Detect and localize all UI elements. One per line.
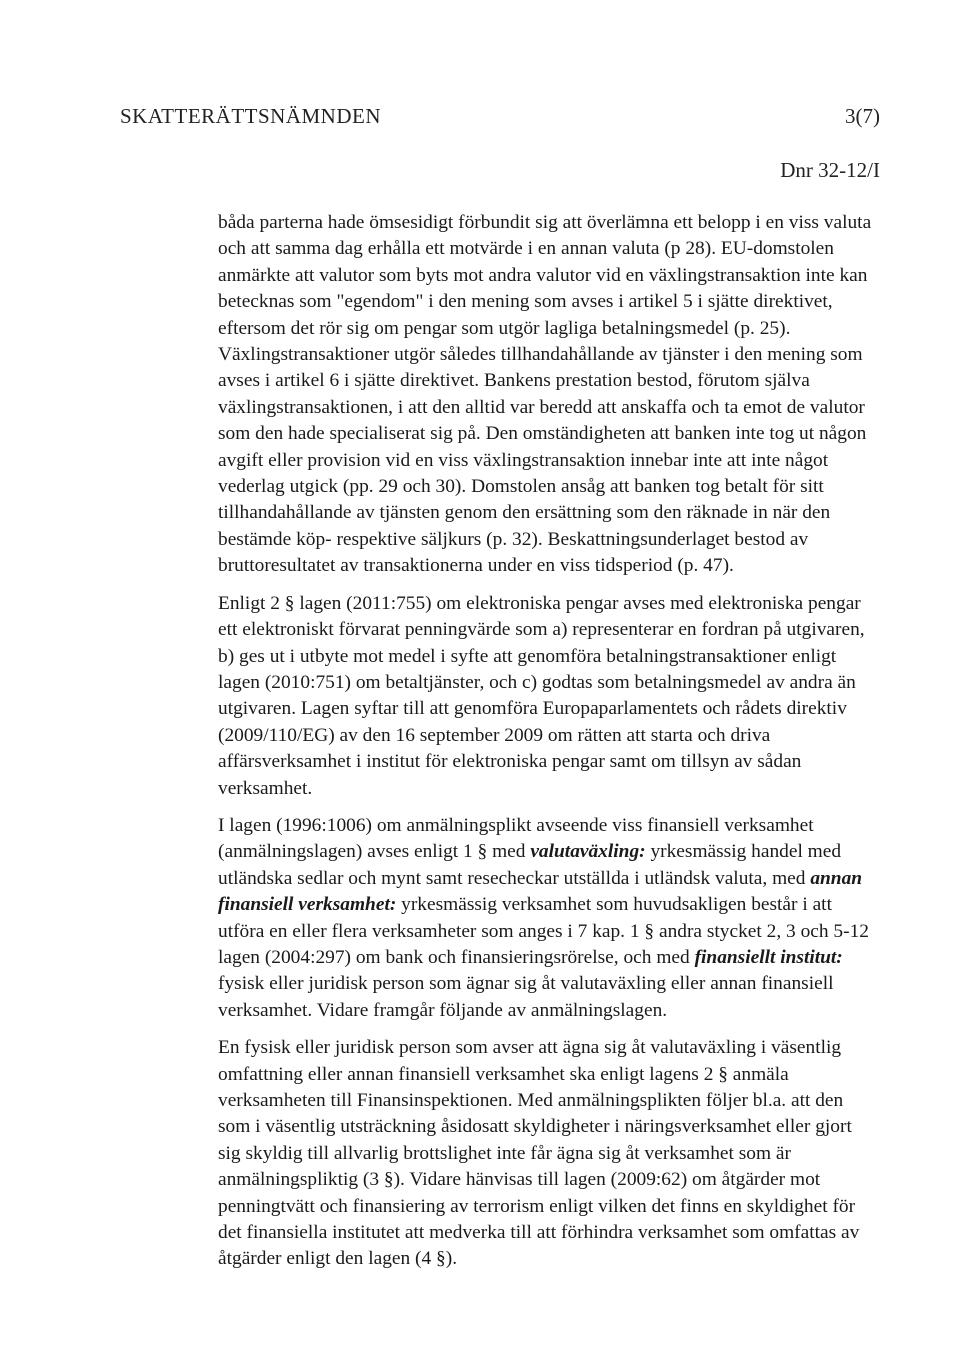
paragraph-text: yrkesmässig handel med utländska sedlar och mynt samt resecheckar utställda i utländsk valuta, med <box>218 841 842 889</box>
defined-term: finansiellt institut: <box>694 946 843 968</box>
paragraph-text: fysisk eller juridisk person som ägnar sig åt valutaväxling eller annan finansiell verksamhet. Vidare framgår följande av anmälningslagen. <box>218 973 834 1021</box>
paragraph-1 <box>218 210 878 580</box>
case-number: Dnr 32-12/I <box>780 158 880 182</box>
defined-term: valutaväxling: <box>530 841 646 863</box>
page-number: 3(7) <box>845 104 880 128</box>
paragraph-text: I lagen (1996:1006) om anmälningsplikt avseende viss finansiell verksamhet (anmälningslagen) avses enligt 1 § med <box>218 814 814 863</box>
agency-name: SKATTERÄTTSNÄMNDEN <box>120 104 381 128</box>
paragraph-3 <box>218 813 878 1024</box>
document-body <box>218 210 878 1284</box>
paragraph-4 <box>218 1035 878 1273</box>
paragraph-text: yrkesmässig verksamhet som huvudsakligen består i att utföra en eller flera verksamheter som anges i 7 kap. 1 § andra stycket 2, 3 och 5-12 lagen (2004:297) om bank och finansieringsrörelse, och med <box>218 894 869 968</box>
paragraph-text: En fysisk eller juridisk person som avser att ägna sig åt valutaväxling i väsentlig omfattning eller annan finansiell verksamhet ska enligt lagens 2 § anmäla verksamheten till Finansinspektionen. Med anmälningsplikten följer bl.a. att den som i väsentlig utsträckning åsidosatt skyldigheter i näringsverksamhet eller gjort sig skyldig till allvarlig brottslighet inte får ägna sig åt verksamhet som är anmälningspliktig (3 §). Vidare hänvisas till lagen (2009:62) om åtgärder mot penningtvätt och finansiering av terrorism enligt vilken det finns en skyldighet för det finansiella institutet att medverka till att förhindra verksamhet som omfattas av åtgärder enligt den lagen (4 §). <box>218 1037 860 1270</box>
defined-term: annan finansiell verksamhet: <box>218 867 863 916</box>
paragraph-text: Enligt 2 § lagen (2011:755) om elektroniska pengar avses med elektroniska pengar ett elektroniskt förvarat penningvärde som a) representerar en fordran på utgivaren, b) ges ut i utbyte mot medel i syfte att genomföra betalningstransaktioner enligt lagen (2010:751) om betaltjänster, och c) godtas som betalningsmedel av andra än utgivaren. Lagen syftar till att genomföra Europaparlamentets och rådets direktiv (2009/110/EG) av den 16 september 2009 om rätten att starta och driva affärsverksamhet i institut för elektroniska pengar samt om tillsyn av sådan verksamhet. <box>218 592 865 799</box>
paragraph-2 <box>218 591 878 802</box>
paragraph-text: båda parterna hade ömsesidigt förbundit sig att överlämna ett belopp i en viss valuta och att samma dag erhålla ett motvärde i en annan valuta (p 28). EU-domstolen anmärkte att valutor som byts mot andra valutor vid en växlingstransaktion inte kan betecknas som "egendom" i den mening som avses i artikel 5 i sjätte direktivet, eftersom det rör sig om pengar som utgör lagliga betalningsmedel (p. 25). Växlingstransaktioner utgör således tillhandahållande av tjänster i den mening som avses i artikel 6 i sjätte direktivet. Bankens prestation bestod, förutom själva växlingstransaktionen, i att den alltid var beredd att anskaffa och ta emot de valutor som den hade specialiserat sig på. Den omständigheten att banken inte tog ut någon avgift eller provision vid en viss växlingstransaktion innebar inte att inte något vederlag utgick (pp. 29 och 30). Domstolen ansåg att banken tog betalt för sitt tillhandahållande av tjänsten genom den ersättning som den räknade in när den bestämde köp- respektive säljkurs (p. 32). Beskattningsunderlaget bestod av bruttoresultatet av transaktionerna under en viss tidsperiod (p. 47). <box>218 212 872 577</box>
